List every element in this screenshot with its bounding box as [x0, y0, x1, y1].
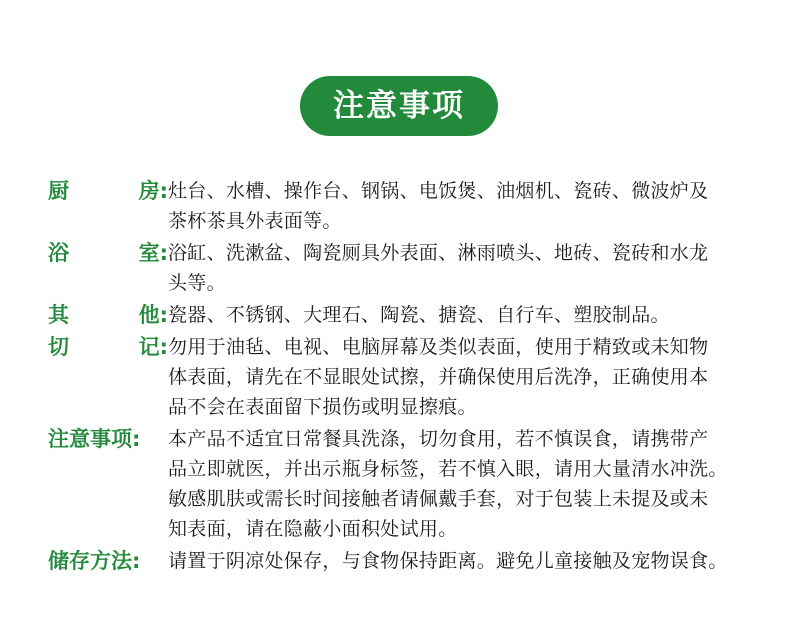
row-label-first: 浴: [48, 241, 69, 265]
row-label-first: 其: [48, 303, 69, 327]
list-item-storage: [48, 546, 768, 576]
page-title: 注意事项: [300, 76, 498, 136]
row-text-line: 知表面，请在隐蔽小面积处试用。: [168, 518, 458, 540]
row-text-line: 品不会在表面留下损伤或明显擦痕。: [168, 396, 477, 418]
list-item-precautions: [48, 424, 768, 544]
row-text: [168, 300, 768, 330]
row-label-last: 房:: [138, 179, 168, 203]
row-label-first: 厨: [48, 179, 69, 203]
row-label: [48, 300, 168, 330]
row-text-line: 本产品不适宜日常餐具洗涤，切勿食用，若不慎误食，请携带产: [168, 428, 709, 450]
row-label-last: 室:: [138, 241, 168, 265]
row-label: 注意事项:: [48, 427, 141, 451]
list-item-other: [48, 300, 768, 330]
row-label: [48, 238, 168, 268]
row-label: [48, 176, 168, 206]
row-text-line: 勿用于油毡、电视、电脑屏幕及类似表面，使用于精致或未知物: [168, 336, 709, 358]
row-text: [168, 238, 768, 298]
list-item-remember: [48, 332, 768, 422]
row-text: [168, 332, 768, 422]
list-item-bathroom: [48, 238, 768, 298]
row-text-line: 浴缸、洗漱盆、陶瓷厕具外表面、淋雨喷头、地砖、瓷砖和水龙: [168, 242, 709, 264]
row-text-line: 头等。: [168, 272, 226, 294]
row-text-line: 品立即就医，并出示瓶身标签，若不慎入眼，请用大量清水冲洗。: [168, 458, 728, 480]
row-text-line: 敏感肌肤或需长时间接触者请佩戴手套，对于包装上未提及或未: [168, 488, 709, 510]
row-text: [168, 546, 768, 576]
row-text-line: 请置于阴凉处保存，与食物保持距离。避免儿童接触及宠物误食。: [168, 550, 728, 572]
row-label: [48, 332, 168, 362]
row-text-line: 茶杯茶具外表面等。: [168, 210, 342, 232]
row-label-first: 切: [48, 335, 69, 359]
row-text-line: 体表面，请先在不显眼处试擦，并确保使用后洗净，正确使用本: [168, 366, 709, 388]
row-text: [168, 424, 768, 544]
row-text-line: 瓷器、不锈钢、大理石、陶瓷、搪瓷、自行车、塑胶制品。: [168, 304, 670, 326]
row-label-last: 记:: [138, 335, 168, 359]
row-label: 储存方法:: [48, 549, 141, 573]
list-item-kitchen: [48, 176, 768, 236]
row-label-last: 他:: [138, 303, 168, 327]
notice-list: [48, 176, 768, 578]
row-text-line: 灶台、水槽、操作台、钢锅、电饭煲、油烟机、瓷砖、微波炉及: [168, 180, 709, 202]
row-text: [168, 176, 768, 236]
